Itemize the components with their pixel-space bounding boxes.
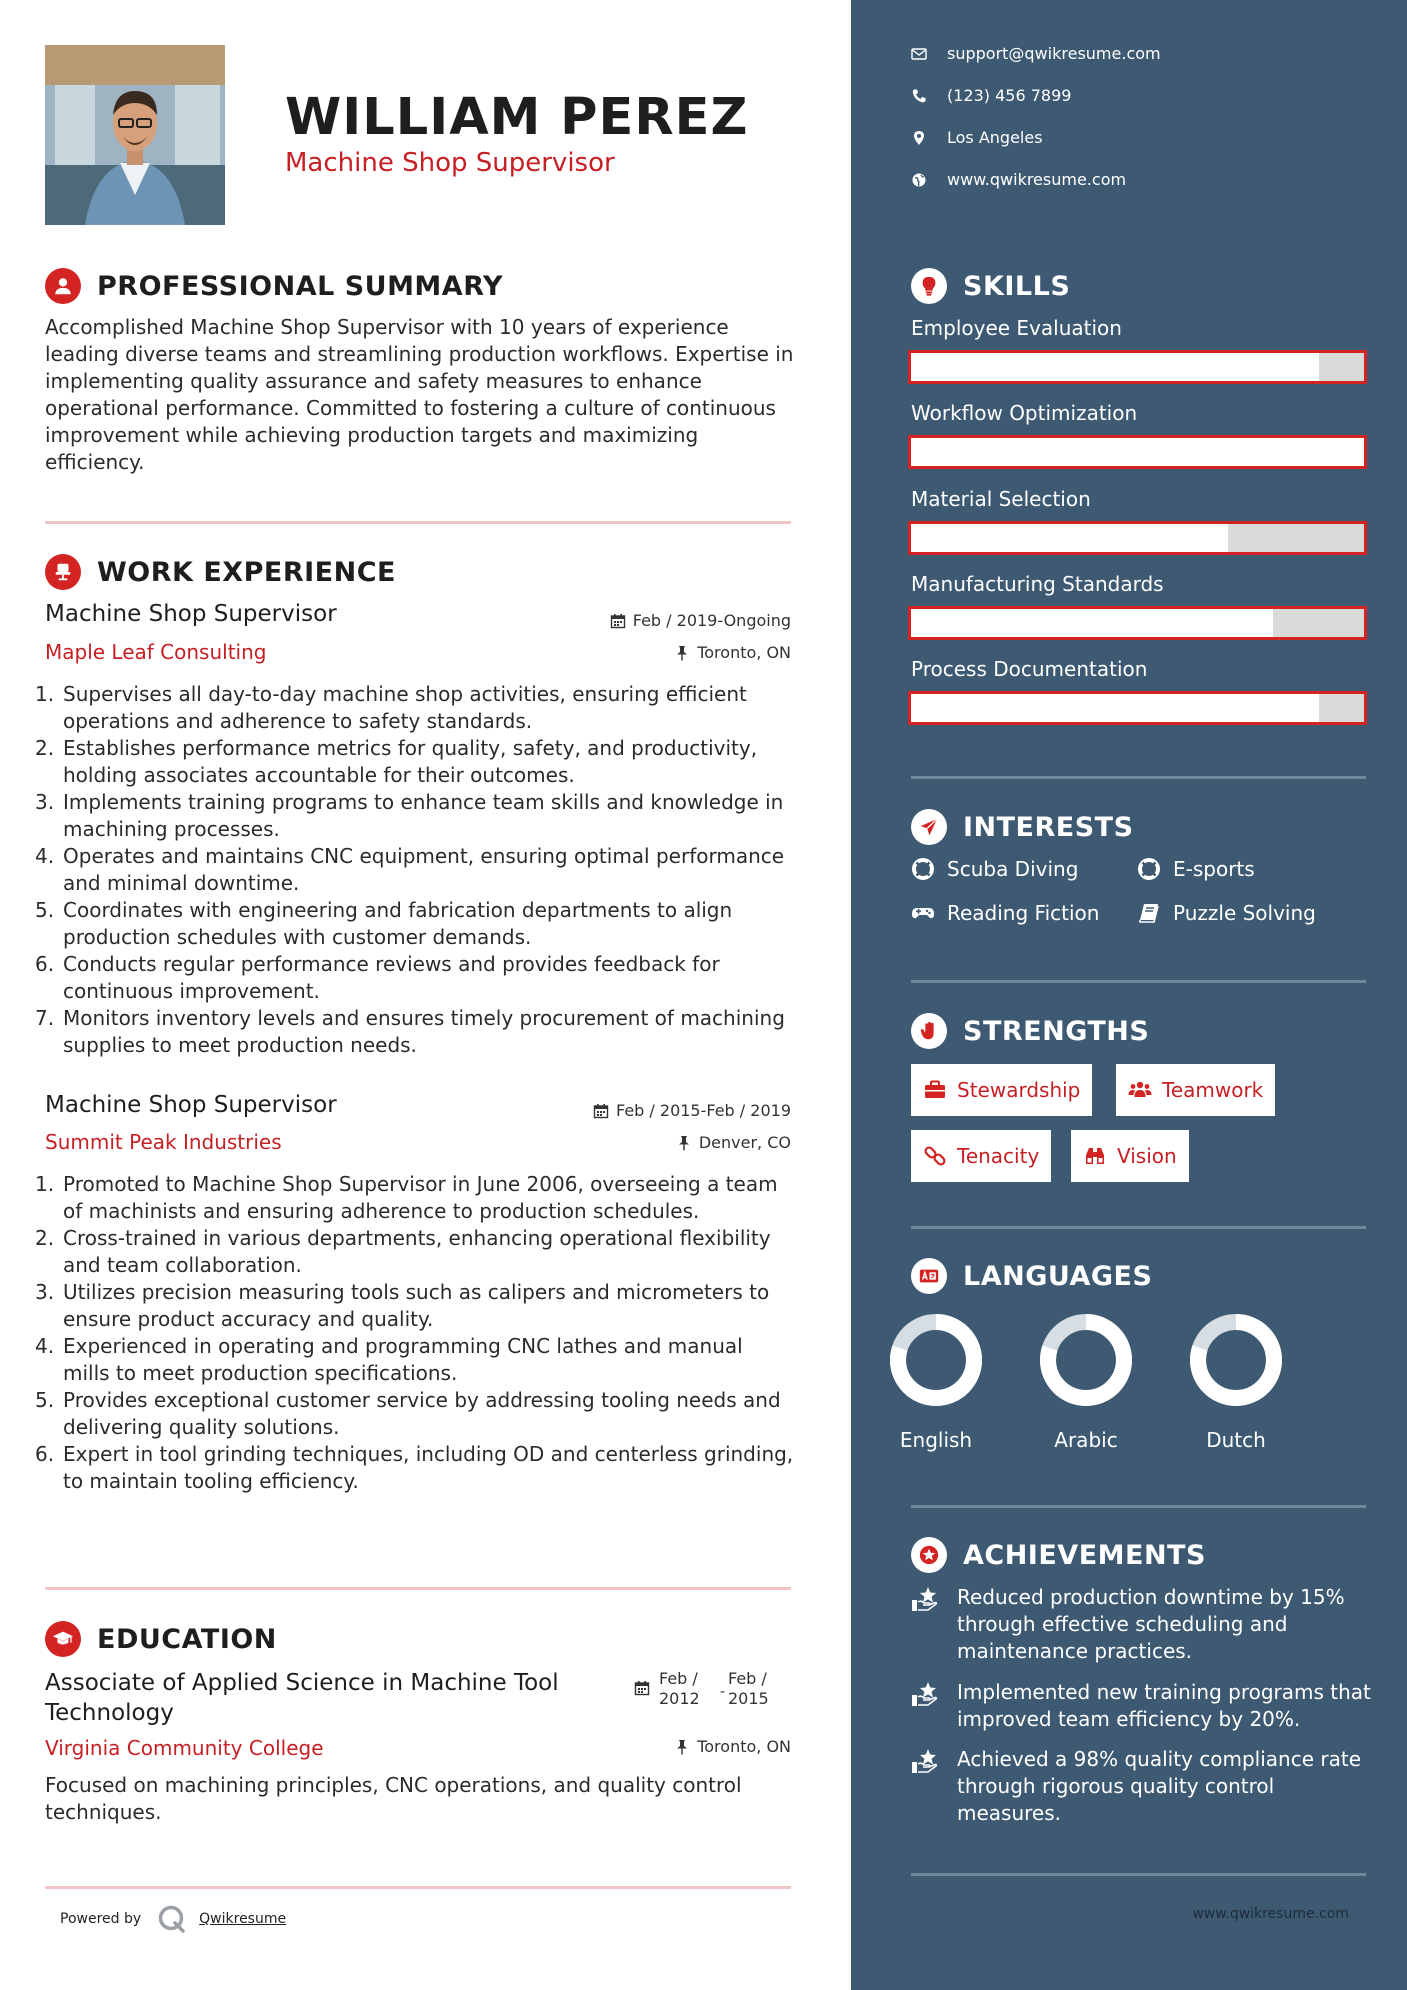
language-label: Dutch (1206, 1428, 1266, 1452)
job-title: Machine Shop Supervisor (45, 601, 337, 627)
job-location-text: Denver, CO (698, 1133, 791, 1152)
date-separator: - (720, 1684, 726, 1700)
strength-tag (1116, 1064, 1275, 1116)
list-item: 1. Promoted to Machine Shop Supervisor in June 2006, overseeing a team of machinists and ensuring adherence to production schedules. (35, 1172, 778, 1223)
school-location (674, 1737, 791, 1756)
divider (911, 1873, 1366, 1876)
skill-label: Material Selection (911, 487, 1091, 511)
skill-bar-fill (911, 353, 1319, 381)
language-label: English (899, 1428, 973, 1452)
contact-website[interactable] (911, 170, 1126, 189)
list-item: 2. Establishes performance metrics for quality, safety, and productivity, holding associates accountable for their outcomes. (35, 736, 758, 787)
achievements-heading (911, 1535, 1206, 1575)
summary-heading (45, 266, 503, 306)
interest-item (1137, 857, 1255, 881)
sidebar (851, 0, 1407, 1990)
achievements-title: ACHIEVEMENTS (963, 1539, 1206, 1571)
education-title: EDUCATION (97, 1623, 277, 1655)
strength-label: Stewardship (957, 1078, 1081, 1102)
job-date-text: Feb / 2015-Feb / 2019 (616, 1101, 791, 1120)
edu-start-date: Feb / 2012 (659, 1669, 700, 1708)
list-item: 3. Utilizes precision measuring tools such as calipers and micrometers to ensure product accuracy and quality. (35, 1280, 770, 1331)
footer-website[interactable]: www.qwikresume.com (1192, 1906, 1349, 1922)
summary-title: PROFESSIONAL SUMMARY (97, 270, 504, 302)
link-icon (923, 1144, 947, 1168)
language-icon (911, 1258, 947, 1294)
skill-bar (908, 350, 1367, 384)
school-name: Virginia Community College (45, 1736, 324, 1760)
achievement-item (911, 1679, 1371, 1733)
interest-label: Scuba Diving (947, 857, 1079, 881)
languages-heading (911, 1256, 1152, 1296)
language-item (1181, 1312, 1291, 1452)
interest-label: Puzzle Solving (1173, 901, 1316, 925)
list-item: 2. Cross-trained in various departments, enhancing operational flexibility and team collaboration. (35, 1226, 771, 1277)
pin-icon (674, 645, 690, 661)
graduation-cap-icon (45, 1621, 81, 1657)
job-title: Machine Shop Supervisor (45, 1092, 337, 1118)
skill-label: Workflow Optimization (911, 401, 1138, 425)
book-icon (1137, 901, 1161, 925)
education-heading (45, 1619, 277, 1659)
skill-label: Manufacturing Standards (911, 572, 1164, 596)
interest-item (1137, 901, 1316, 925)
job-duties (35, 1171, 795, 1495)
degree-title (45, 1668, 559, 1728)
user-icon (45, 268, 81, 304)
users-icon (1128, 1078, 1152, 1102)
divider (45, 521, 791, 524)
job-date-text: Feb / 2019-Ongoing (632, 611, 791, 630)
achievement-text: Achieved a 98% quality compliance rate through rigorous quality control measures. (957, 1747, 1361, 1825)
experience-heading (45, 552, 396, 592)
candidate-name: WILLIAM PEREZ (285, 88, 749, 147)
list-item: 3. Implements training programs to enhance team skills and knowledge in machining processes. (35, 790, 784, 841)
list-item: 4. Operates and maintains CNC equipment, ensuring optimal performance and minimal downtime. (35, 844, 785, 895)
skill-bar (908, 691, 1367, 725)
powered-by-label: Powered by (60, 1911, 142, 1927)
skill-bar (908, 521, 1367, 555)
strengths-title: STRENGTHS (963, 1015, 1150, 1047)
job-date (610, 611, 791, 630)
pin-icon (676, 1135, 692, 1151)
skill-bar-fill (911, 694, 1319, 722)
strength-label: Tenacity (957, 1144, 1040, 1168)
divider (911, 1226, 1366, 1229)
hand-icon (911, 1013, 947, 1049)
experience-title: WORK EXPERIENCE (97, 556, 396, 588)
strength-label: Vision (1117, 1144, 1177, 1168)
strength-tag (911, 1130, 1051, 1182)
contact-location-text: Los Angeles (947, 128, 1043, 147)
divider (45, 1587, 791, 1590)
divider (911, 980, 1366, 983)
pin-icon (674, 1739, 690, 1755)
divider (911, 776, 1366, 779)
skill-label: Process Documentation (911, 657, 1148, 681)
qwikresume-logo-icon (157, 1904, 187, 1934)
skill-bar (908, 435, 1367, 469)
edu-end-date: Feb / 2015 (728, 1669, 769, 1708)
gamepad-icon (911, 901, 935, 925)
list-item: 5. Provides exceptional customer service by addressing tooling needs and delivering quality solutions. (35, 1388, 781, 1439)
school-location-text: Toronto, ON (697, 1737, 791, 1756)
contact-email[interactable] (911, 44, 1161, 63)
phone-icon (911, 88, 927, 104)
interest-item (911, 901, 1099, 925)
strength-label: Teamwork (1162, 1078, 1264, 1102)
language-donut (1188, 1312, 1284, 1408)
skill-bar-fill (911, 609, 1273, 637)
skill-bar (908, 606, 1367, 640)
degree-line: Associate of Applied Science in Machine Tool (45, 1670, 559, 1696)
achievement-text: Implemented new training programs that improved team efficiency by 20%. (957, 1680, 1371, 1731)
list-item: 5. Coordinates with engineering and fabrication departments to align production schedules with customer demands. (35, 898, 733, 949)
job-company: Maple Leaf Consulting (45, 640, 267, 664)
job-location (674, 643, 791, 662)
qwikresume-link[interactable]: Qwikresume (199, 1911, 287, 1927)
briefcase-icon (923, 1078, 947, 1102)
contact-phone-text: (123) 456 7899 (947, 86, 1072, 105)
achievement-item (911, 1584, 1371, 1665)
education-description: Focused on machining principles, CNC operations, and quality control techniques. (45, 1773, 742, 1824)
powered-by (60, 1904, 286, 1934)
list-item: 4. Experienced in operating and programming CNC lathes and manual mills to meet production specifications. (35, 1334, 743, 1385)
language-item (881, 1312, 991, 1452)
job-date (593, 1101, 791, 1120)
star-hand-icon (911, 1584, 941, 1614)
languages-title: LANGUAGES (963, 1260, 1153, 1292)
summary-text: Accomplished Machine Shop Supervisor with 10 years of experience leading diverse teams and streamlining production workflows. Expertise in implementing quality assurance and safety measures to enhance operational performance. Committed to fostering a culture of continuous improvement while achieving production targets and maximizing efficiency. (45, 315, 794, 474)
interest-label: Reading Fiction (947, 901, 1100, 925)
skill-label: Employee Evaluation (911, 316, 1122, 340)
chair-icon (45, 554, 81, 590)
lifebuoy-icon (911, 857, 935, 881)
contact-website-text: www.qwikresume.com (947, 170, 1127, 189)
achievement-text: Reduced production downtime by 15% through effective scheduling and maintenance practices. (957, 1585, 1345, 1663)
job-duties (35, 681, 795, 1059)
interests-heading (911, 807, 1134, 847)
paper-plane-icon (911, 809, 947, 845)
language-label: Arabic (1054, 1428, 1118, 1452)
degree-line: Technology (45, 1700, 174, 1726)
globe-icon (911, 172, 927, 188)
skill-bar-fill (911, 524, 1228, 552)
contact-location (911, 128, 1043, 147)
interest-label: E-sports (1173, 857, 1255, 881)
strengths-heading (911, 1011, 1149, 1051)
lifebuoy-icon (1137, 857, 1161, 881)
achievement-item (911, 1746, 1371, 1827)
star-hand-icon (911, 1679, 941, 1709)
strength-tag (1071, 1130, 1189, 1182)
job-company: Summit Peak Industries (45, 1130, 282, 1154)
divider (911, 1505, 1366, 1508)
calendar-icon (610, 613, 626, 629)
skills-heading (911, 266, 1070, 306)
profile-photo (45, 45, 225, 225)
star-badge-icon (911, 1537, 947, 1573)
lightbulb-icon (911, 268, 947, 304)
contact-email-text: support@qwikresume.com (947, 44, 1161, 63)
envelope-icon (911, 46, 927, 62)
list-item: 6. Expert in tool grinding techniques, including OD and centerless grinding, to maintain tooling efficiency. (35, 1442, 794, 1493)
job-location (676, 1133, 791, 1152)
strength-tag (911, 1064, 1092, 1116)
language-item (1031, 1312, 1141, 1452)
list-item: 6. Conducts regular performance reviews and provides feedback for continuous improvement. (35, 952, 720, 1003)
candidate-title: Machine Shop Supervisor (285, 148, 615, 178)
job-location-text: Toronto, ON (697, 643, 791, 662)
calendar-icon (593, 1103, 609, 1119)
interests-title: INTERESTS (963, 811, 1134, 843)
star-hand-icon (911, 1746, 941, 1776)
language-donut (1038, 1312, 1134, 1408)
skill-bar-fill (911, 438, 1364, 466)
list-item: 1. Supervises all day-to-day machine shop activities, ensuring efficient operations and adherence to safety standards. (35, 682, 747, 733)
binoculars-icon (1083, 1144, 1107, 1168)
calendar-icon (634, 1680, 650, 1696)
list-item: 7. Monitors inventory levels and ensures timely procurement of machining supplies to meet production needs. (35, 1006, 785, 1057)
contact-phone[interactable] (911, 86, 1071, 105)
skills-title: SKILLS (963, 270, 1071, 302)
interest-item (911, 857, 1078, 881)
map-marker-icon (911, 130, 927, 146)
divider (45, 1886, 791, 1889)
language-donut (888, 1312, 984, 1408)
